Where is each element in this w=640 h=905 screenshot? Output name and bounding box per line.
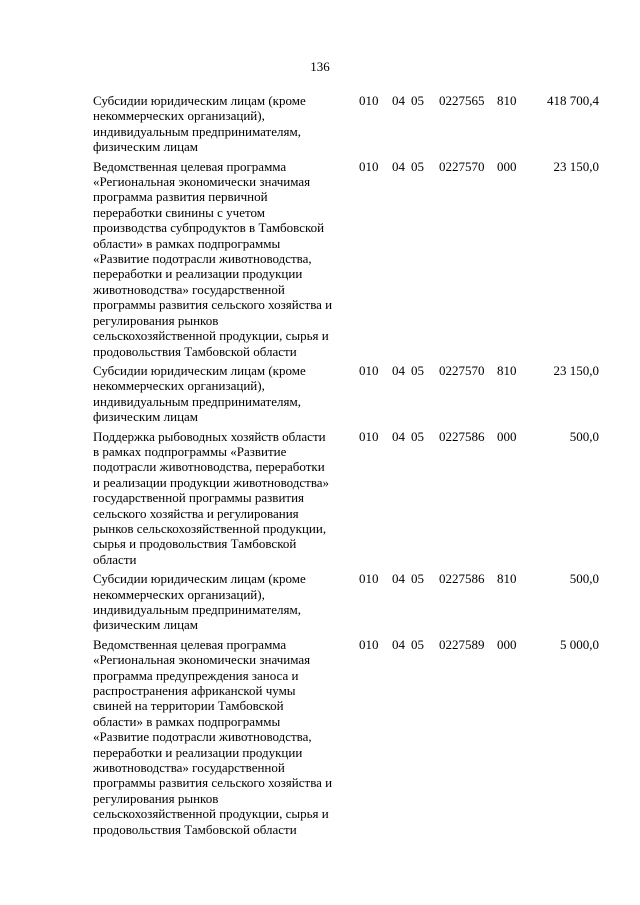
ministry-code: 010 (359, 158, 379, 174)
expense-type-code: 810 (497, 93, 517, 108)
expense-type-code: 810 (497, 362, 517, 378)
amount: 23 150,0 (553, 158, 599, 174)
subsection-code: 05 (411, 571, 424, 587)
row-description: Субсидии юридическим лицам (кроме некоммерческих организаций), индивидуальным предпринимателям, физическим лицам (93, 93, 306, 155)
target-article-code: 0227570 (439, 362, 485, 378)
target-article-code: 0227570 (439, 158, 485, 174)
row-description: Ведомственная целевая программа «Региональная экономически значимая программа развития первичной переработки свинины с учетом производства субпродуктов в Тамбовской области» в рамках подпрограммы «Развитие подотрасли животноводства, переработки и реализации продукции животноводства» государственной программы развития сельского хозяйства и регулирования рынков сельскохозяйственной продукции, сырья и продовольствия Тамбовской области (93, 158, 333, 359)
table-row (93, 571, 613, 633)
row-description: Ведомственная целевая программа «Региональная экономически значимая программа предупреждения заноса и распространения африканской чумы свиней на территории Тамбовской области» в рамках подпрограммы «Развитие подотрасли животноводства, переработки и реализации продукции животноводства» государственной программы развития сельского хозяйства и регулирования рынков сельскохозяйственной продукции, сырья и продовольствия Тамбовской области (93, 636, 333, 837)
table-row (93, 159, 613, 359)
table-row (93, 429, 613, 568)
expense-type-code: 000 (497, 158, 517, 174)
row-description: Субсидии юридическим лицам (кроме некоммерческих организаций), индивидуальным предпринимателям, физическим лицам (93, 571, 306, 633)
section-code: 04 (392, 428, 405, 444)
section-code: 04 (392, 571, 405, 587)
expense-type-code: 000 (497, 428, 517, 444)
section-code: 04 (392, 158, 405, 174)
target-article-code: 0227565 (439, 93, 485, 108)
expense-type-code: 810 (497, 571, 517, 587)
ministry-code: 010 (359, 636, 379, 652)
section-code: 04 (392, 362, 405, 378)
table-row (93, 93, 613, 155)
table-row (93, 637, 613, 837)
subsection-code: 05 (411, 362, 424, 378)
row-description: Поддержка рыбоводных хозяйств области в рамках подпрограммы «Развитие подотрасли животноводства, переработки и реализации продукции животноводства» государственной программы развития сельского хозяйства и регулирования рынков сельскохозяйственной продукции, сырья и продовольствия Тамбовской области (93, 428, 330, 567)
section-code: 04 (392, 636, 405, 652)
target-article-code: 0227586 (439, 428, 485, 444)
subsection-code: 05 (411, 428, 424, 444)
ministry-code: 010 (359, 571, 379, 587)
target-article-code: 0227586 (439, 571, 485, 587)
budget-table (93, 93, 613, 841)
ministry-code: 010 (359, 362, 379, 378)
subsection-code: 05 (411, 158, 424, 174)
row-description: Субсидии юридическим лицам (кроме некоммерческих организаций), индивидуальным предпринимателям, физическим лицам (93, 362, 306, 425)
amount: 500,0 (569, 571, 599, 587)
target-article-code: 0227589 (439, 636, 485, 652)
amount: 23 150,0 (553, 362, 599, 378)
amount: 500,0 (569, 428, 599, 444)
table-row (93, 363, 613, 425)
section-code: 04 (392, 93, 405, 108)
amount: 418 700,4 (547, 93, 599, 108)
subsection-code: 05 (411, 93, 424, 108)
subsection-code: 05 (411, 636, 424, 652)
amount: 5 000,0 (560, 636, 599, 652)
expense-type-code: 000 (497, 636, 517, 652)
page-number: 136 (310, 59, 330, 74)
ministry-code: 010 (359, 93, 379, 108)
ministry-code: 010 (359, 428, 379, 444)
